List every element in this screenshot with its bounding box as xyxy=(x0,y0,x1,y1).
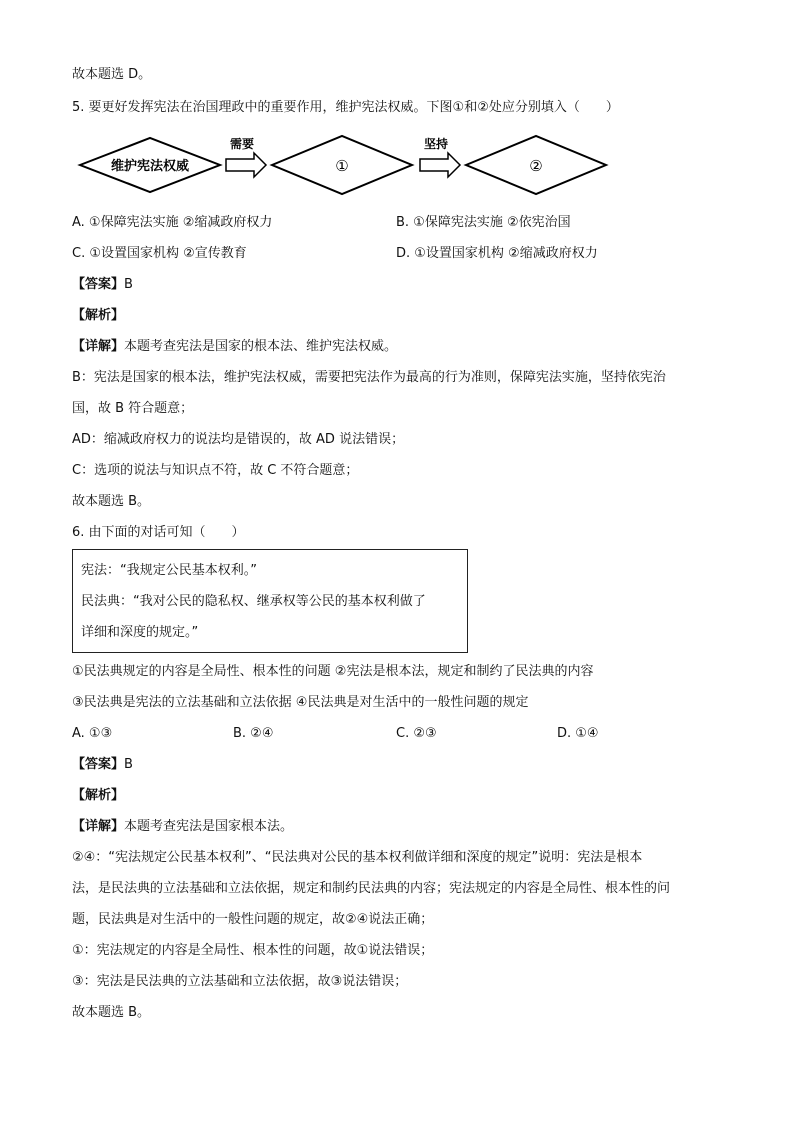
q5-answer xyxy=(72,276,133,294)
q6-analysis-line: 法，是民法典的立法基础和立法依据，规定和制约民法典的内容；宪法规定的内容是全局性、根本性的问 xyxy=(72,881,671,896)
q6-dialog-box xyxy=(72,549,468,653)
q5-conclusion: 故本题选 B。 xyxy=(72,494,151,509)
q5-analysis-line: C：选项的说法与知识点不符，故 C 不符合题意； xyxy=(72,463,359,478)
q6-analysis-line: ①：宪法规定的内容是全局性、根本性的问题，故①说法错误； xyxy=(72,943,434,958)
q5-analysis-line: 国，故 B 符合题意； xyxy=(72,401,194,416)
q6-analysis-line: 题，民法典是对生活中的一般性问题的规定，故②④说法正确； xyxy=(72,912,434,927)
q5-detail-intro: 本题考查宪法是国家的根本法、维护宪法权威。 xyxy=(124,339,398,354)
q6-option-b: B. ②④ xyxy=(233,726,274,741)
arrow-1-icon xyxy=(226,153,266,177)
q5-option-b: B. ①保障宪法实施 ②依宪治国 xyxy=(396,215,571,230)
diamond-box-3-label: ② xyxy=(529,157,543,175)
q5-flow-diagram xyxy=(76,130,616,200)
q5-answer-tag: 【答案】 xyxy=(72,277,125,292)
q6-stem: 6. 由下面的对话可知（ ） xyxy=(72,525,245,540)
q6-detail xyxy=(72,818,293,836)
q5-answer-value: B xyxy=(124,277,133,292)
q6-answer-value: B xyxy=(124,757,133,772)
q6-option-c: C. ②③ xyxy=(396,726,437,741)
arrow-2-label: 坚持 xyxy=(423,137,449,151)
q6-detail-intro: 本题考查宪法是国家根本法。 xyxy=(124,819,294,834)
q5-analysis-line: B：宪法是国家的根本法，维护宪法权威，需要把宪法作为最高的行为准则，保障宪法实施，坚持依宪治 xyxy=(72,370,666,385)
diamond-box-1-label: 维护宪法权威 xyxy=(110,159,190,174)
q6-option-a: A. ①③ xyxy=(72,726,113,741)
q6-statement: ③民法典是宪法的立法基础和立法依据 ④民法典是对生活中的一般性问题的规定 xyxy=(72,695,529,710)
q4-conclusion: 故本题选 D。 xyxy=(72,67,152,82)
arrow-1-label: 需要 xyxy=(229,137,255,151)
q5-option-c: C. ①设置国家机构 ②宣传教育 xyxy=(72,246,247,261)
diamond-box-2-label: ① xyxy=(335,157,349,175)
q5-analysis-tag: 【解析】 xyxy=(72,308,125,323)
dialog-line: 详细和深度的规定。” xyxy=(81,625,199,640)
q6-detail-tag: 【详解】 xyxy=(72,819,125,834)
dialog-line: 民法典：“我对公民的隐私权、继承权等公民的基本权利做了 xyxy=(81,594,426,609)
q6-conclusion: 故本题选 B。 xyxy=(72,1005,151,1020)
q5-option-a: A. ①保障宪法实施 ②缩减政府权力 xyxy=(72,215,273,230)
dialog-line: 宪法：“我规定公民基本权利。” xyxy=(81,563,257,578)
q6-option-d: D. ①④ xyxy=(557,726,599,741)
q6-answer-tag: 【答案】 xyxy=(72,757,125,772)
q6-analysis-line: ②④：“宪法规定公民基本权利”、“民法典对公民的基本权利做详细和深度的规定”说明：宪法是根本 xyxy=(72,850,643,865)
q6-analysis-tag: 【解析】 xyxy=(72,788,125,803)
q6-statement: ①民法典规定的内容是全局性、根本性的问题 ②宪法是根本法，规定和制约了民法典的内容 xyxy=(72,664,594,679)
q5-analysis-line: AD：缩减政府权力的说法均是错误的，故 AD 说法错误； xyxy=(72,432,405,447)
q5-option-d: D. ①设置国家机构 ②缩减政府权力 xyxy=(396,246,598,261)
arrow-2-icon xyxy=(420,153,460,177)
q6-analysis-line: ③：宪法是民法典的立法基础和立法依据，故③说法错误； xyxy=(72,974,408,989)
q5-detail-tag: 【详解】 xyxy=(72,339,125,354)
q6-answer xyxy=(72,756,133,774)
q5-stem: 5. 要更好发挥宪法在治国理政中的重要作用，维护宪法权威。下图①和②处应分别填入（ ） xyxy=(72,100,619,115)
q5-detail xyxy=(72,338,397,356)
